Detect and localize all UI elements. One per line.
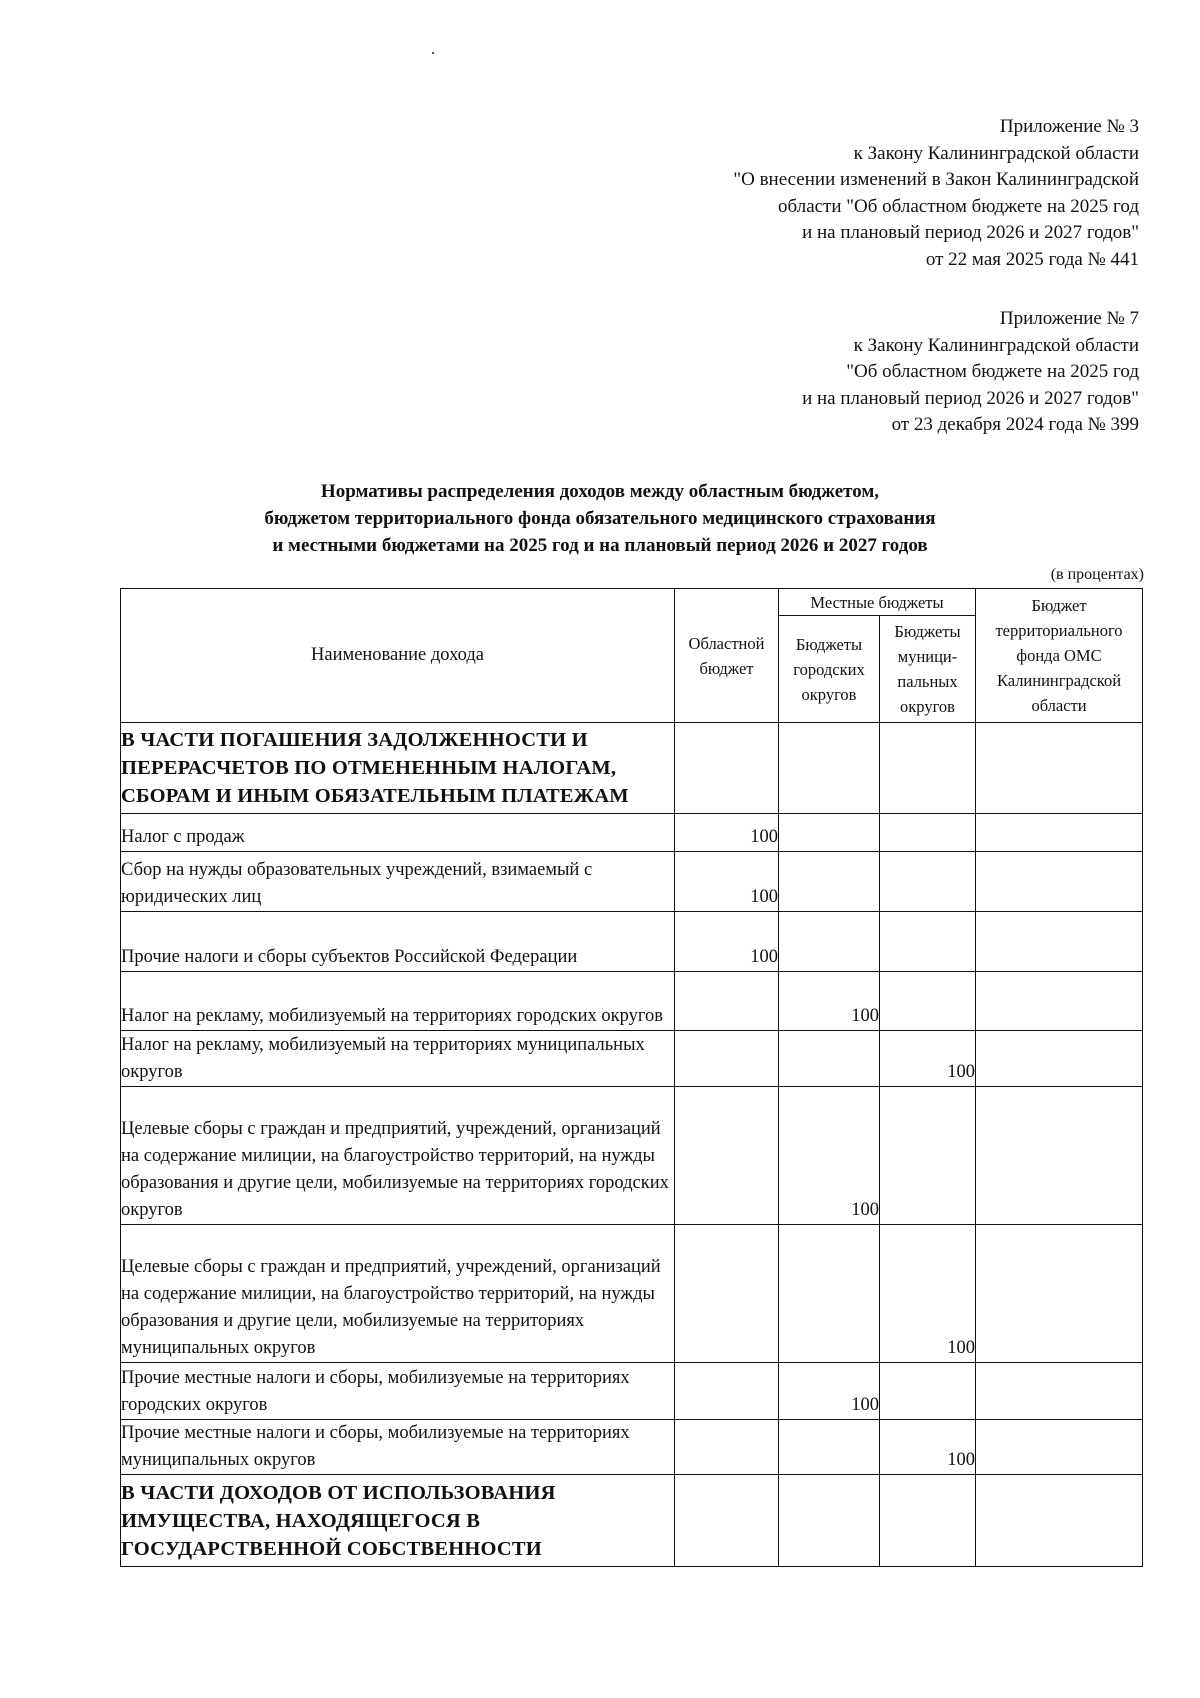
income-name-cell: Налог с продаж xyxy=(121,814,675,852)
header-city-districts: Бюджеты городских округов xyxy=(779,616,880,723)
appendix-7-reference xyxy=(802,306,1139,439)
regional-value-cell: 100 xyxy=(675,912,779,972)
city-value-cell xyxy=(779,814,880,852)
header-oms-fund-budget: Бюджет территориального фонда ОМС Калининградской области xyxy=(976,589,1143,723)
income-name-cell: Прочие местные налоги и сборы, мобилизуемые на территориях муниципальных округов xyxy=(121,1420,675,1475)
city-value-cell: 100 xyxy=(779,1087,880,1225)
municipal-value-cell xyxy=(880,852,976,912)
appendix-7-line: от 23 декабря 2024 года № 399 xyxy=(891,414,1139,435)
municipal-value-cell xyxy=(880,1475,976,1567)
table-row xyxy=(121,1225,1143,1363)
regional-value-cell: 100 xyxy=(675,852,779,912)
oms-value-cell xyxy=(976,1363,1143,1420)
regional-value-cell xyxy=(675,1420,779,1475)
title-line: бюджетом территориального фонда обязательного медицинского страхования xyxy=(264,508,936,529)
appendix-3-line: и на плановый период 2026 и 2027 годов" xyxy=(802,222,1139,243)
table-row xyxy=(121,1363,1143,1420)
city-value-cell xyxy=(779,1031,880,1087)
appendix-3-line: области "Об областном бюджете на 2025 год xyxy=(778,195,1139,217)
oms-value-cell xyxy=(976,1087,1143,1225)
municipal-value-cell xyxy=(880,814,976,852)
appendix-7-line: "Об областном бюджете на 2025 год xyxy=(846,361,1139,382)
oms-value-cell xyxy=(976,814,1143,852)
oms-value-cell xyxy=(976,1031,1143,1087)
table-row xyxy=(121,1475,1143,1567)
title-line: и местными бюджетами на 2025 год и на плановый период 2026 и 2027 годов xyxy=(272,535,928,556)
units-note: (в процентах) xyxy=(1050,566,1144,583)
oms-value-cell xyxy=(976,852,1143,912)
municipal-value-cell xyxy=(880,1363,976,1420)
table-row xyxy=(121,912,1143,972)
appendix-3-line: Приложение № 3 xyxy=(999,116,1139,137)
regional-value-cell xyxy=(675,972,779,1031)
income-name-cell: Целевые сборы с граждан и предприятий, учреждений, организаций на содержание милиции, на благоустройство территорий, на нужды образования и другие цели, мобилизуемые на территориях муниципальных округов xyxy=(121,1225,675,1363)
city-value-cell xyxy=(779,852,880,912)
header-local-budgets: Местные бюджеты xyxy=(779,589,976,616)
appendix-7-line: к Закону Калининградской области xyxy=(853,334,1139,356)
city-value-cell xyxy=(779,1225,880,1363)
appendix-7-line: Приложение № 7 xyxy=(999,308,1139,329)
income-name-cell: Прочие местные налоги и сборы, мобилизуемые на территориях городских округов xyxy=(121,1363,675,1420)
scan-speck xyxy=(432,52,434,54)
city-value-cell xyxy=(779,1420,880,1475)
municipal-value-cell xyxy=(880,972,976,1031)
header-regional-budget: Областной бюджет xyxy=(675,589,779,723)
municipal-value-cell xyxy=(880,912,976,972)
city-value-cell xyxy=(779,1475,880,1567)
regional-value-cell xyxy=(675,1087,779,1225)
oms-value-cell xyxy=(976,912,1143,972)
municipal-value-cell: 100 xyxy=(880,1225,976,1363)
table-row xyxy=(121,852,1143,912)
city-value-cell: 100 xyxy=(779,972,880,1031)
table-row xyxy=(121,723,1143,814)
municipal-value-cell xyxy=(880,723,976,814)
document-title xyxy=(0,478,1200,559)
regional-value-cell xyxy=(675,1031,779,1087)
regional-value-cell xyxy=(675,1475,779,1567)
appendix-7-line: и на плановый период 2026 и 2027 годов" xyxy=(802,387,1139,409)
regional-value-cell xyxy=(675,1363,779,1420)
income-name-cell: Налог на рекламу, мобилизуемый на территориях муниципальных округов xyxy=(121,1031,675,1087)
city-value-cell: 100 xyxy=(779,1363,880,1420)
table-row xyxy=(121,972,1143,1031)
table-row xyxy=(121,814,1143,852)
header-income-name: Наименование дохода xyxy=(121,589,675,723)
header-municipal-districts: Бюджеты муници-пальных округов xyxy=(880,616,976,723)
appendix-3-line: "О внесении изменений в Закон Калининградской xyxy=(733,169,1139,190)
income-name-cell: Сбор на нужды образовательных учреждений, взимаемый с юридических лиц xyxy=(121,852,675,912)
table-row xyxy=(121,1087,1143,1225)
oms-value-cell xyxy=(976,1475,1143,1567)
oms-value-cell xyxy=(976,723,1143,814)
income-name-cell: В ЧАСТИ ПОГАШЕНИЯ ЗАДОЛЖЕННОСТИ И ПЕРЕРАСЧЕТОВ ПО ОТМЕНЕННЫМ НАЛОГАМ, СБОРАМ И ИНЫМ ОБЯЗАТЕЛЬНЫМ ПЛАТЕЖАМ xyxy=(121,723,675,814)
income-name-cell: Целевые сборы с граждан и предприятий, учреждений, организаций на содержание милиции, на благоустройство территорий, на нужды образования и другие цели, мобилизуемые на территориях городских округов xyxy=(121,1087,675,1225)
regional-value-cell: 100 xyxy=(675,814,779,852)
oms-value-cell xyxy=(976,1225,1143,1363)
income-name-cell: Прочие налоги и сборы субъектов Российской Федерации xyxy=(121,912,675,972)
title-line: Нормативы распределения доходов между областным бюджетом, xyxy=(320,481,880,502)
appendix-3-line: к Закону Калининградской области xyxy=(853,142,1139,164)
oms-value-cell xyxy=(976,972,1143,1031)
city-value-cell xyxy=(779,912,880,972)
regional-value-cell xyxy=(675,723,779,814)
appendix-3-line: от 22 мая 2025 года № 441 xyxy=(925,248,1139,270)
municipal-value-cell xyxy=(880,1087,976,1225)
norms-table xyxy=(120,588,1143,1567)
city-value-cell xyxy=(779,723,880,814)
income-name-cell: Налог на рекламу, мобилизуемый на территориях городских округов xyxy=(121,972,675,1031)
municipal-value-cell: 100 xyxy=(880,1031,976,1087)
table-row xyxy=(121,1031,1143,1087)
municipal-value-cell: 100 xyxy=(880,1420,976,1475)
regional-value-cell xyxy=(675,1225,779,1363)
table-row xyxy=(121,1420,1143,1475)
oms-value-cell xyxy=(976,1420,1143,1475)
income-name-cell: В ЧАСТИ ДОХОДОВ ОТ ИСПОЛЬЗОВАНИЯ ИМУЩЕСТВА, НАХОДЯЩЕГОСЯ В ГОСУДАРСТВЕННОЙ СОБСТВЕННОСТИ xyxy=(121,1475,675,1567)
appendix-3-reference xyxy=(733,114,1139,273)
